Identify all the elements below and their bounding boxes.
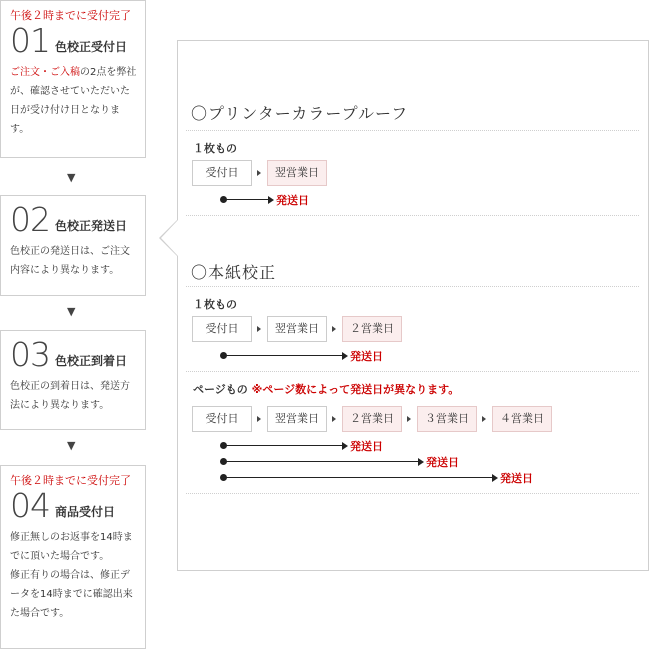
printer-proof-title: 〇プリンターカラープルーフ [191,104,409,123]
step-description-line: 修正有りの場合は、修正データを14時までに確認出来た場合です。 [10,570,133,619]
day-box-third-business: ３営業日 [417,406,477,432]
day-box-next-business: 翌営業日 [267,160,327,186]
paper-multi-schedule-row [0,406,650,432]
step-card-01 [0,0,146,158]
page-count-note: ※ページ数によって発送日が異なります。 [251,383,460,396]
step-description-line: 修正無しのお返事を14時までに頂いた場合です。 [10,532,133,562]
ship-arrow [220,440,410,452]
next-arrow-icon [257,170,261,176]
step-number: 02 [10,200,50,239]
ship-arrowhead-icon [342,442,348,450]
ship-label: 発送日 [350,350,383,363]
step-label: 色校正発送日 [55,219,128,233]
down-arrow-icon: ▼ [67,305,76,318]
next-arrow-icon [257,326,261,332]
step-card-04 [0,465,146,649]
step-number: 03 [10,335,50,374]
paper-proof-title: 〇本紙校正 [191,263,277,282]
ship-label: 発送日 [500,472,533,485]
ship-arrowhead-icon [268,196,274,204]
ship-line [224,477,494,478]
ship-label: 発送日 [350,440,383,453]
order-submit-highlight: ご注文・ご入稿 [10,67,80,78]
step-card-02 [0,195,146,296]
next-arrow-icon [332,326,336,332]
day-box-next-business: 翌営業日 [267,406,327,432]
step-description [10,528,137,623]
divider [186,286,639,287]
step-title [10,486,137,525]
paper-multi-label [193,381,459,397]
next-arrow-icon [332,416,336,422]
step-description [10,63,137,139]
divider [186,371,639,372]
divider [186,130,639,131]
ship-line [224,199,270,200]
day-box-next-business: 翌営業日 [267,316,327,342]
day-box-second-business: ２営業日 [342,316,402,342]
ship-arrowhead-icon [492,474,498,482]
step-description: 色校正の到着日は、発送方法により異なります。 [10,381,130,411]
down-arrow-icon: ▼ [67,439,76,452]
panel-pointer-fill [161,220,178,256]
ship-line [224,445,344,446]
ship-arrow [220,194,330,206]
step-head: 午後２時までに受付完了 [10,9,131,22]
printer-single-label: １枚もの [193,142,237,155]
step-label: 商品受付日 [55,505,116,519]
ship-arrowhead-icon [418,458,424,466]
day-box-receipt: 受付日 [192,316,252,342]
next-arrow-icon [482,416,486,422]
day-box-second-business: ２営業日 [342,406,402,432]
step-label: 色校正到着日 [55,354,128,368]
ship-arrow [220,472,560,484]
paper-multi-label-text: ページもの [193,383,248,396]
day-box-receipt: 受付日 [192,160,252,186]
paper-single-schedule-row [0,316,650,342]
ship-label: 発送日 [426,456,459,469]
paper-single-label: １枚もの [193,298,237,311]
next-arrow-icon [257,416,261,422]
step-description: 色校正の発送日は、ご注文内容により異なります。 [10,246,130,276]
day-box-receipt: 受付日 [192,406,252,432]
ship-label: 発送日 [276,194,309,207]
step-title [10,200,137,239]
step-description-text: の2点を弊社が、確認させていただいた日が受け付け日となります。 [10,67,137,135]
ship-line [224,355,344,356]
next-arrow-icon [407,416,411,422]
ship-arrow [220,456,490,468]
divider [186,215,639,216]
divider [186,493,639,494]
step-title [10,21,137,60]
step-number: 04 [10,486,50,525]
ship-arrow [220,350,410,362]
down-arrow-icon: ▼ [67,171,76,184]
step-number: 01 [10,21,50,60]
step-head: 午後２時までに受付完了 [10,474,131,487]
ship-arrowhead-icon [342,352,348,360]
ship-line [224,461,420,462]
printer-schedule-row [0,160,650,186]
day-box-fourth-business: ４営業日 [492,406,552,432]
step-label: 色校正受付日 [55,40,128,54]
step-title [10,335,137,374]
